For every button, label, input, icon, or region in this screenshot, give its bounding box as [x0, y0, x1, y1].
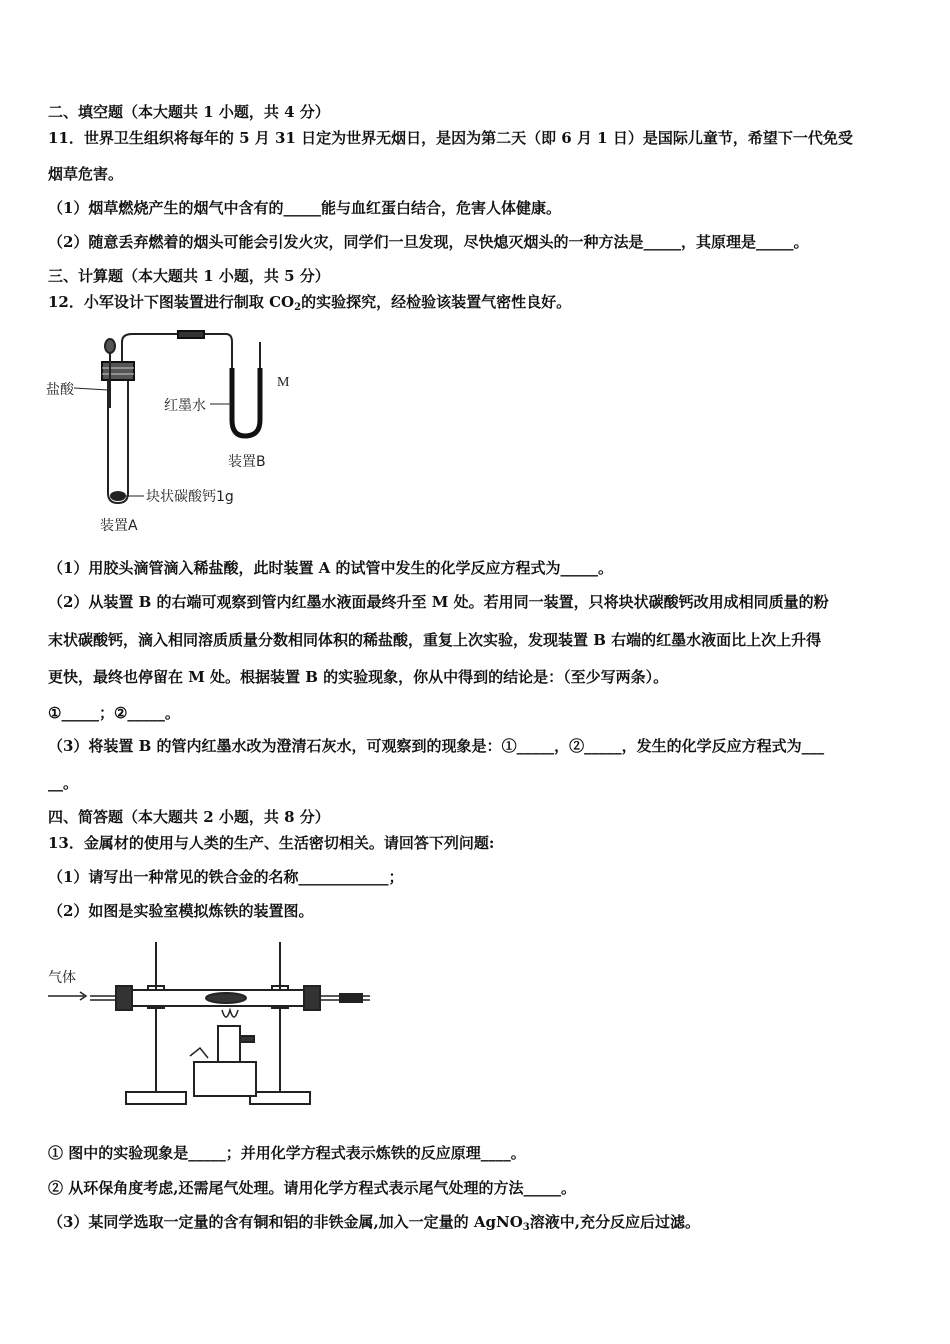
- q12-intro-sub: 2: [294, 302, 302, 313]
- co2-apparatus-figure: [40, 328, 300, 538]
- iron-oxide-sample: [206, 993, 246, 1003]
- lamp-body: [194, 1062, 256, 1096]
- rubber-connector: [178, 331, 204, 338]
- q12-intro-b: 的实验探究，经检验该装置气密性良好。: [301, 293, 572, 311]
- dropper-bulb: [105, 339, 115, 353]
- q13-intro: 13．金属材的使用与人类的生产、生活密切相关。请回答下列问题:: [48, 834, 495, 852]
- calcium-carbonate-lump: [111, 492, 125, 500]
- q13-part1: （1）请写出一种常见的铁合金的名称____________；: [48, 868, 404, 886]
- q13-part3-a: （3）某同学选取一定量的含有铜和铝的非铁金属,加入一定量的 AgNO: [48, 1213, 523, 1231]
- q12-intro: [48, 292, 571, 318]
- label-ink: 红墨水: [164, 398, 206, 414]
- q11-line2: 烟草危害。: [48, 165, 124, 183]
- q12-part2-line4: ①_____；②_____。: [48, 704, 180, 722]
- q12-part1: （1）用胶头滴管滴入稀盐酸，此时装置 A 的试管中发生的化学反应方程式为_____。: [48, 559, 614, 577]
- section3-heading: 三、计算题（本大题共 1 小题，共 5 分）: [48, 267, 330, 285]
- stand-base-left: [126, 1092, 186, 1104]
- label-m: M: [277, 375, 290, 390]
- q13-part3: [48, 1212, 700, 1238]
- label-caco3: 块状碳酸钙1g: [146, 489, 234, 505]
- q11-part2: （2）随意丢弃燃着的烟头可能会引发火灾，同学们一旦发现，尽快熄灭烟头的一种方法是_____，其原理是_____。: [48, 233, 809, 251]
- stopper-right: [304, 986, 320, 1010]
- burner-head: [218, 1026, 240, 1062]
- q13-part2: （2）如图是实验室模拟炼铁的装置图。: [48, 902, 314, 920]
- q12-part3-line1: （3）将装置 B 的管内红墨水改为澄清石灰水，可观察到的现象是：①_____，②_____，发生的化学反应方程式为___: [48, 737, 825, 755]
- delivery-tube: [122, 334, 260, 436]
- section4-heading: 四、简答题（本大题共 2 小题，共 8 分）: [48, 808, 330, 826]
- label-device-b: 装置B: [228, 454, 266, 470]
- label-gas: 气体: [48, 970, 76, 986]
- q13-part2-a: ① 图中的实验现象是_____；并用化学方程式表示炼铁的反应原理____。: [48, 1144, 526, 1162]
- q12-intro-a: 12．小军设计下图装置进行制取 CO: [48, 293, 295, 311]
- iron-smelting-figure: [40, 936, 390, 1116]
- q12-part2-line1: （2）从装置 B 的右端可观察到管内红墨水液面最终升至 M 处。若用同一装置，只将块状碳酸钙改用成相同质量的粉: [48, 593, 829, 611]
- stand-base-right: [250, 1092, 310, 1104]
- q12-part2-line3: 更快，最终也停留在 M 处。根据装置 B 的实验现象，你从中得到的结论是：（至少写两条）。: [48, 668, 669, 686]
- label-acid: 盐酸: [46, 382, 74, 398]
- q12-part2-line2: 末状碳酸钙，滴入相同溶质质量分数相同体积的稀盐酸，重复上次实验，发现装置 B 右端的红墨水液面比上次上升得: [48, 631, 822, 649]
- q13-part3-b: 溶液中,充分反应后过滤。: [529, 1213, 700, 1231]
- q13-part2-b: ② 从环保角度考虑,还需尾气处理。请用化学方程式表示尾气处理的方法_____。: [48, 1179, 576, 1197]
- q13-part3-sub: 3: [522, 1222, 530, 1233]
- stopper-left: [116, 986, 132, 1010]
- flame: [222, 1010, 238, 1017]
- rubber-stopper: [102, 362, 134, 380]
- section2-heading: 二、填空题（本大题共 1 小题，共 4 分）: [48, 103, 330, 121]
- q12-part3-line2: __。: [48, 774, 79, 792]
- q11-part1: （1）烟草燃烧产生的烟气中含有的_____能与血红蛋白结合，危害人体健康。: [48, 199, 561, 217]
- label-device-a: 装置A: [100, 518, 138, 534]
- u-tube-ink: [232, 368, 260, 436]
- q11-line1: 11．世界卫生组织将每年的 5 月 31 日定为世界无烟日，是因为第二天（即 6 月 1 日）是国际儿童节，希望下一代免受: [48, 129, 853, 147]
